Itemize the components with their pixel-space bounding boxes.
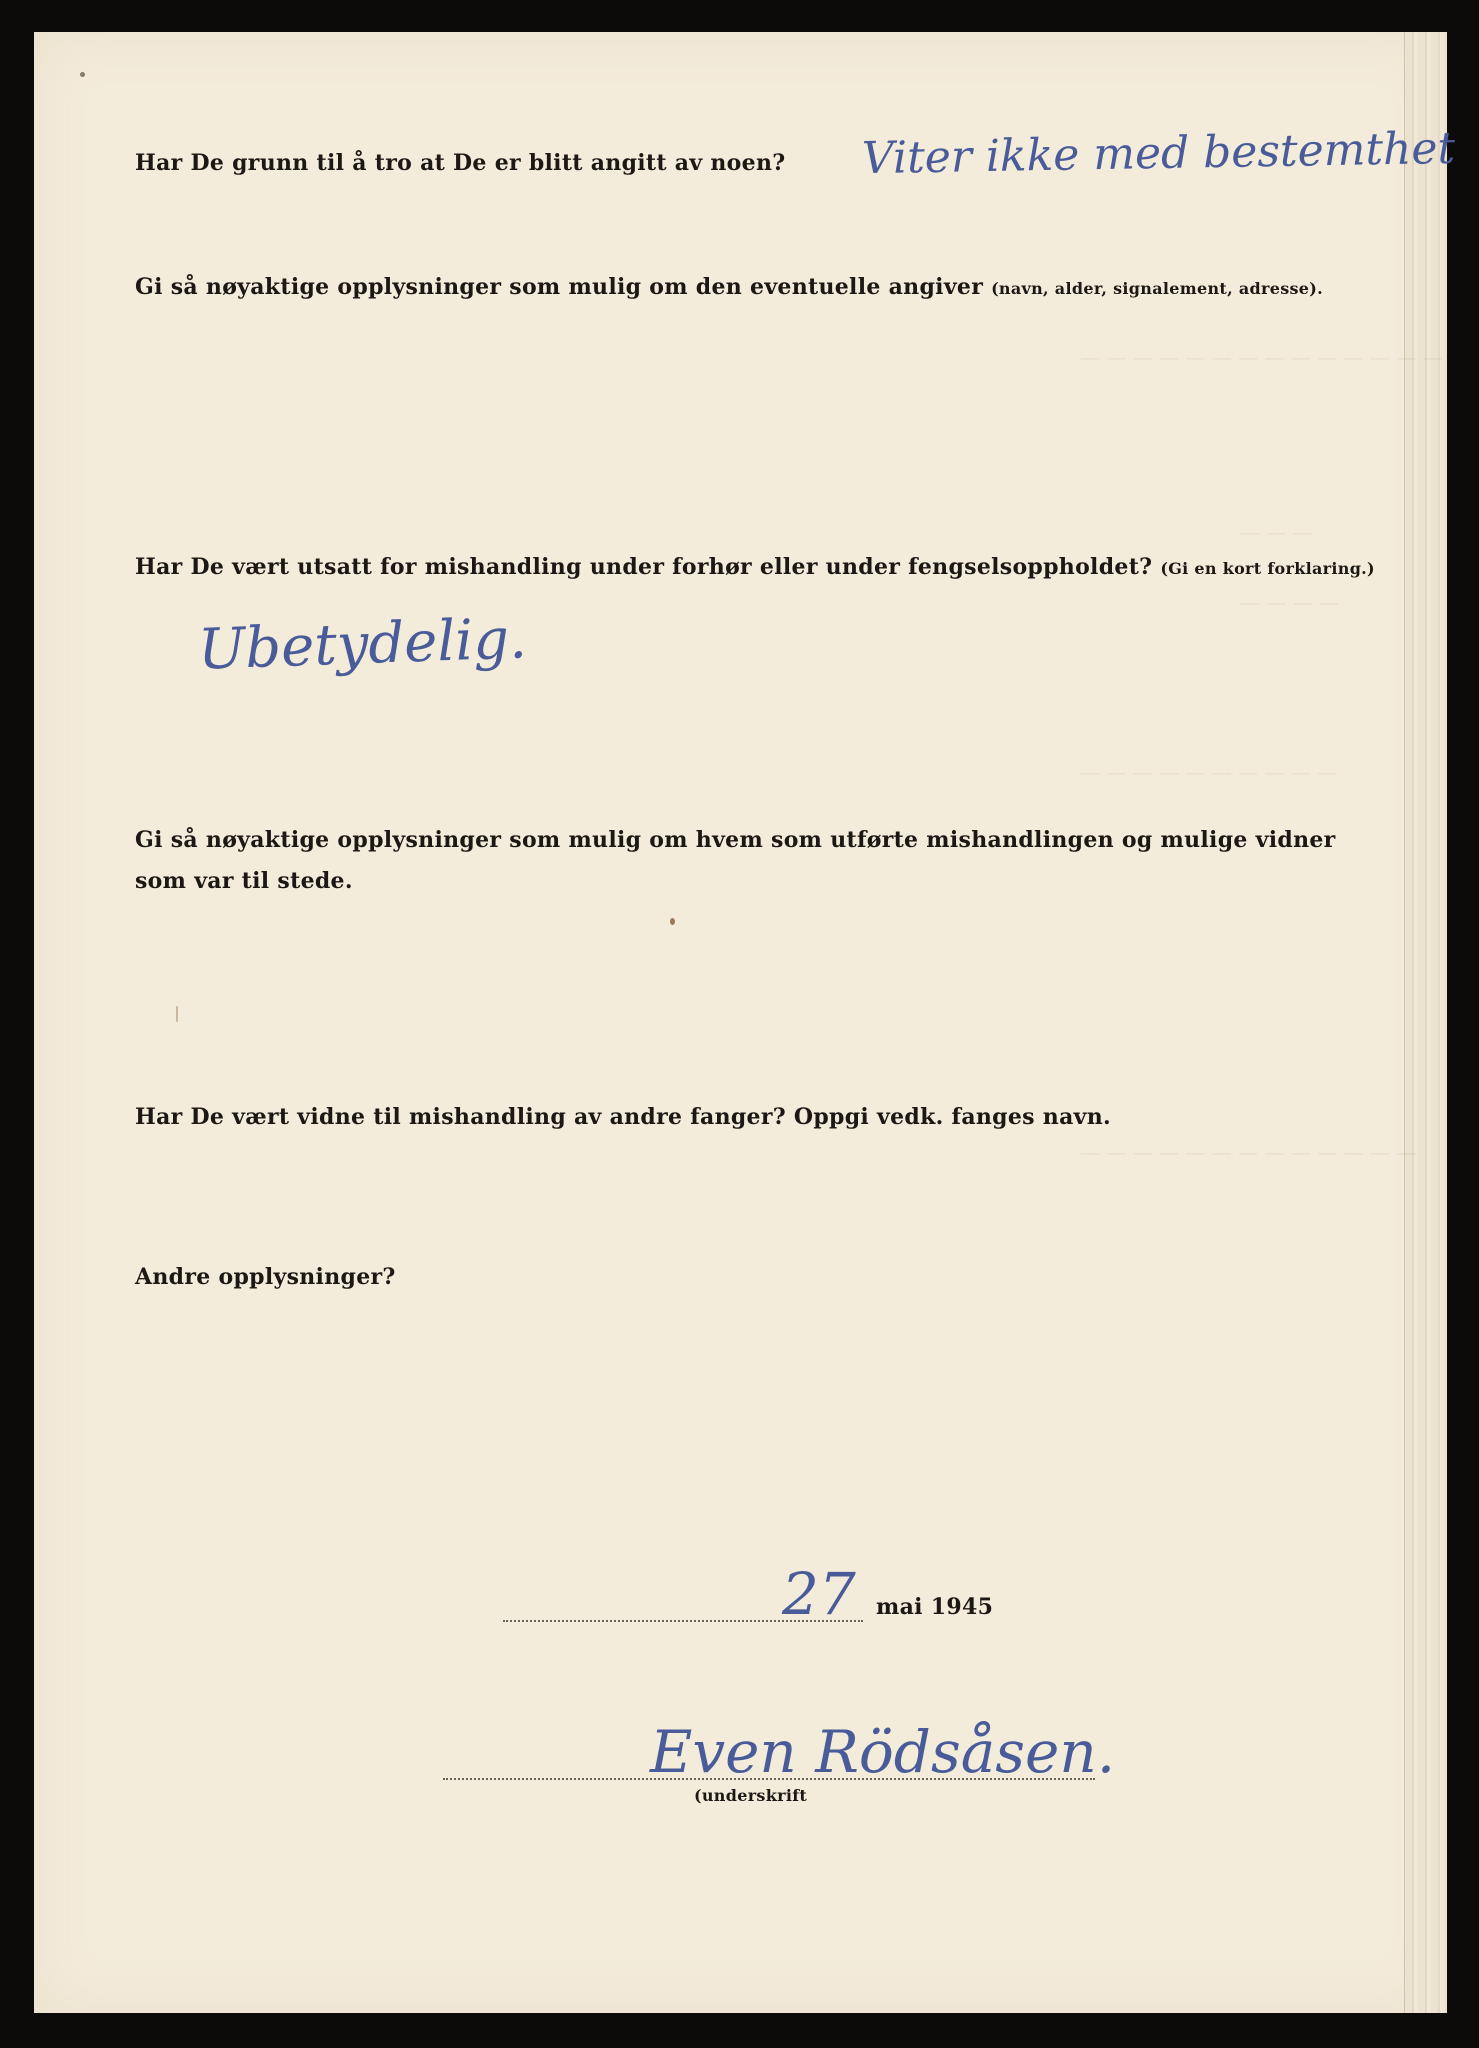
question-mistreatment bbox=[135, 552, 1375, 584]
question-mistreatment-label: Har De vært utsatt for mishandling under forhør eller under fengselsoppholdet? bbox=[135, 554, 1153, 580]
bleed-through-text: — — — — — — — — — — — — — — bbox=[1080, 345, 1443, 369]
bleed-through-text: — — — — — — — — — — bbox=[1080, 760, 1338, 784]
question-accused-by-someone: Har De grunn til å tro at De er blitt angitt av noen? bbox=[135, 150, 786, 176]
paper-speck bbox=[80, 72, 85, 77]
question-informer-label: Gi så nøyaktige opplysninger som mulig om den eventuelle angiver bbox=[135, 274, 984, 300]
handwritten-answer-mistreatment: Ubetydelig. bbox=[196, 606, 528, 683]
date-month-year: mai 1945 bbox=[876, 1594, 994, 1620]
paper-speck bbox=[670, 918, 675, 925]
question-perpetrators-line1: Gi så nøyaktige opplysninger som mulig om hvem som utførte mishandlingen og mulige vidner bbox=[135, 827, 1336, 853]
bleed-through-text: — — — bbox=[1240, 520, 1313, 544]
bleed-through-text: — — — — — — — — — — — — — bbox=[1080, 1140, 1417, 1164]
question-perpetrators-line2: som var til stede. bbox=[135, 868, 353, 894]
signature-caption: (underskrift bbox=[694, 1786, 808, 1805]
signature-dotted-line bbox=[443, 1778, 1095, 1780]
handwritten-signature: Even Rödsåsen. bbox=[650, 1718, 1116, 1786]
bleed-through-text: — — — — bbox=[1240, 590, 1340, 614]
handwritten-date-day: 27 bbox=[782, 1560, 856, 1628]
question-mistreatment-note: (Gi en kort forklaring.) bbox=[1160, 559, 1375, 578]
page-edge-stack bbox=[1404, 32, 1447, 2013]
paper-speck bbox=[176, 1006, 178, 1022]
question-other-information: Andre opplysninger? bbox=[135, 1264, 396, 1290]
question-informer-details bbox=[135, 272, 1323, 304]
question-witness-mistreatment: Har De vært vidne til mishandling av andre fanger? Oppgi vedk. fanges navn. bbox=[135, 1104, 1111, 1130]
form-page bbox=[34, 32, 1446, 2013]
handwritten-answer-accused: Viter ikke med bestemthet bbox=[861, 122, 1456, 185]
question-informer-note: (navn, alder, signalement, adresse). bbox=[991, 279, 1324, 298]
